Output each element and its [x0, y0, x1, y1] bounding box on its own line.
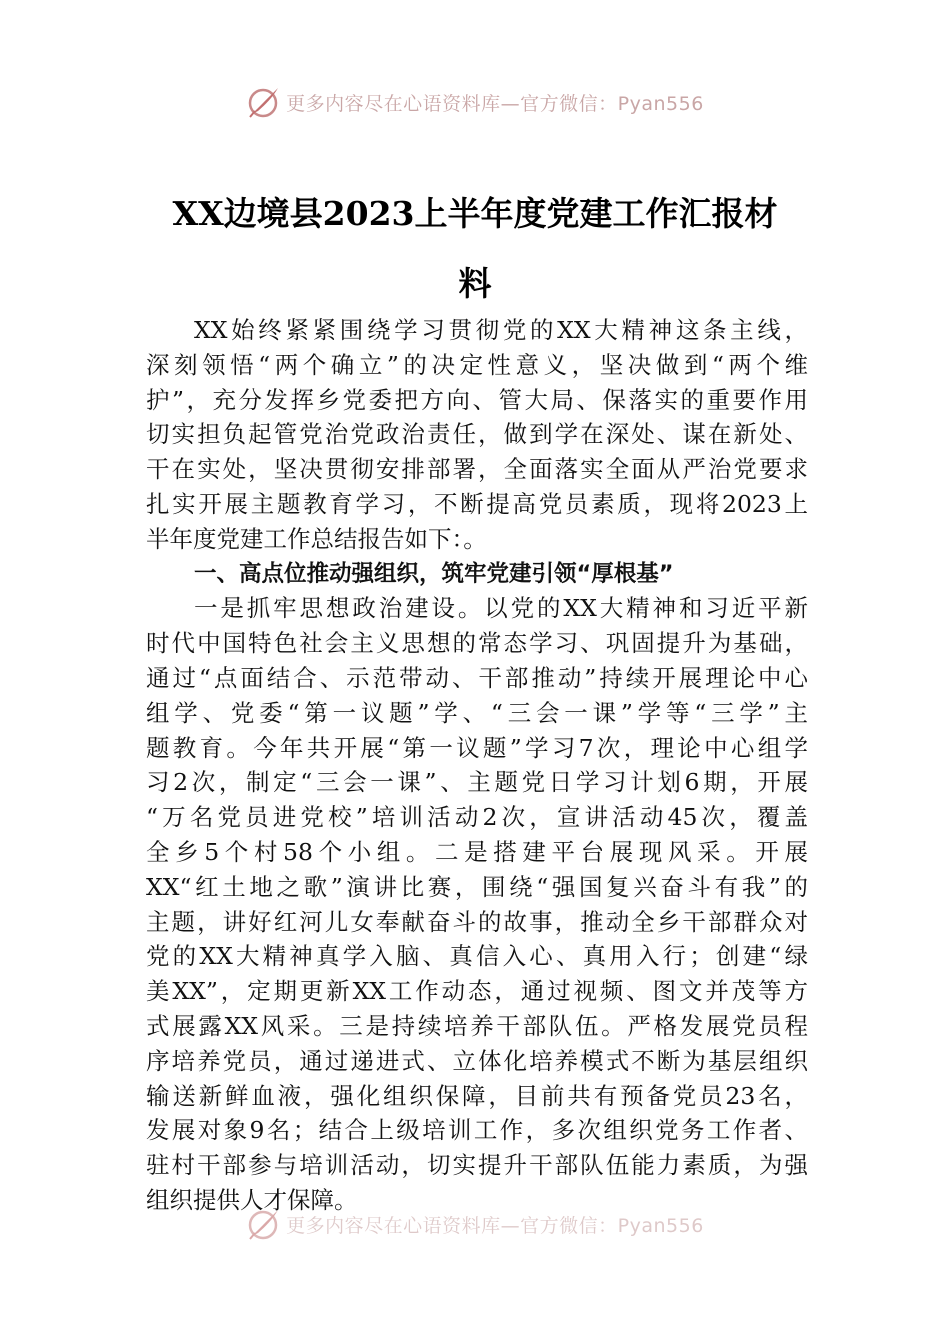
- intro-line: 扎实开展主题教育学习，不断提高党员素质，现将2023上: [146, 489, 808, 518]
- section-line: 一是抓牢思想政治建设。以党的XX大精神和习近平新: [194, 594, 808, 623]
- section-line: 发展对象9名；结合上级培训工作，多次组织党务工作者、: [146, 1116, 808, 1145]
- section-line: “万名党员进党校”培训活动2次，宣讲活动45次，覆盖: [146, 803, 808, 832]
- section-line: 美XX”，定期更新XX工作动态，通过视频、图文并茂等方: [146, 977, 808, 1006]
- section-line: 党的XX大精神真学入脑、真信入心、真用入行；创建“绿: [146, 942, 808, 971]
- quill-logo-icon: [246, 1206, 282, 1242]
- section-heading: 一、高点位推动强组织，筑牢党建引领“厚根基”: [194, 560, 674, 587]
- document-title-line-1: XX边境县2023上半年度党建工作汇报材: [172, 194, 778, 233]
- section-line: XX“红土地之歌”演讲比赛，围绕“强国复兴奋斗有我”的: [146, 872, 808, 901]
- section-line: 习2次，制定“三会一课”、主题党日学习计划6期，开展: [146, 768, 808, 797]
- document-title-line-2: 料: [458, 264, 492, 303]
- watermark-footer: [0, 1204, 950, 1244]
- section-line: 组织提供人才保障。: [146, 1185, 358, 1214]
- watermark-text: 更多内容尽在心语资料库—官方微信：Pyan556: [286, 1214, 704, 1237]
- section-line: 主题，讲好红河儿女奉献奋斗的故事，推动全乡干部群众对: [146, 907, 808, 936]
- section-line: 输送新鲜血液，强化组织保障，目前共有预备党员23名，: [146, 1081, 808, 1110]
- section-line: 全乡5个村58个小组。二是搭建平台展现风采。开展: [146, 837, 808, 866]
- section-line: 序培养党员，通过递进式、立体化培养模式不断为基层组织: [146, 1046, 808, 1075]
- intro-line: 深刻领悟“两个确立”的决定性意义，坚决做到“两个维: [146, 350, 808, 379]
- intro-line: 护”，充分发挥乡党委把方向、管大局、保落实的重要作用: [146, 385, 808, 414]
- watermark-text: 更多内容尽在心语资料库—官方微信：Pyan556: [286, 92, 704, 115]
- intro-line: XX始终紧紧围绕学习贯彻党的XX大精神这条主线，: [194, 316, 808, 344]
- section-line: 式展露XX风采。三是持续培养干部队伍。严格发展党员程: [146, 1011, 808, 1040]
- intro-line: 半年度党建工作总结报告如下：。: [146, 524, 487, 553]
- section-line: 组学、党委“第一议题”学、“三会一课”学等“三学”主: [146, 698, 808, 727]
- intro-line: 切实担负起管党治党政治责任，做到学在深处、谋在新处、: [146, 420, 808, 449]
- quill-logo-icon: [246, 84, 282, 120]
- watermark-header: [0, 82, 950, 122]
- section-line: 驻村干部参与培训活动，切实提升干部队伍能力素质，为强: [146, 1151, 808, 1180]
- section-line: 通过“点面结合、示范带动、干部推动”持续开展理论中心: [146, 663, 808, 692]
- intro-line: 干在实处，坚决贯彻安排部署，全面落实全面从严治党要求: [146, 455, 808, 484]
- document-body: [146, 313, 808, 1218]
- section-line: 时代中国特色社会主义思想的常态学习、巩固提升为基础，: [146, 629, 808, 658]
- section-line: 题教育。今年共开展“第一议题”学习7次，理论中心组学: [146, 733, 808, 762]
